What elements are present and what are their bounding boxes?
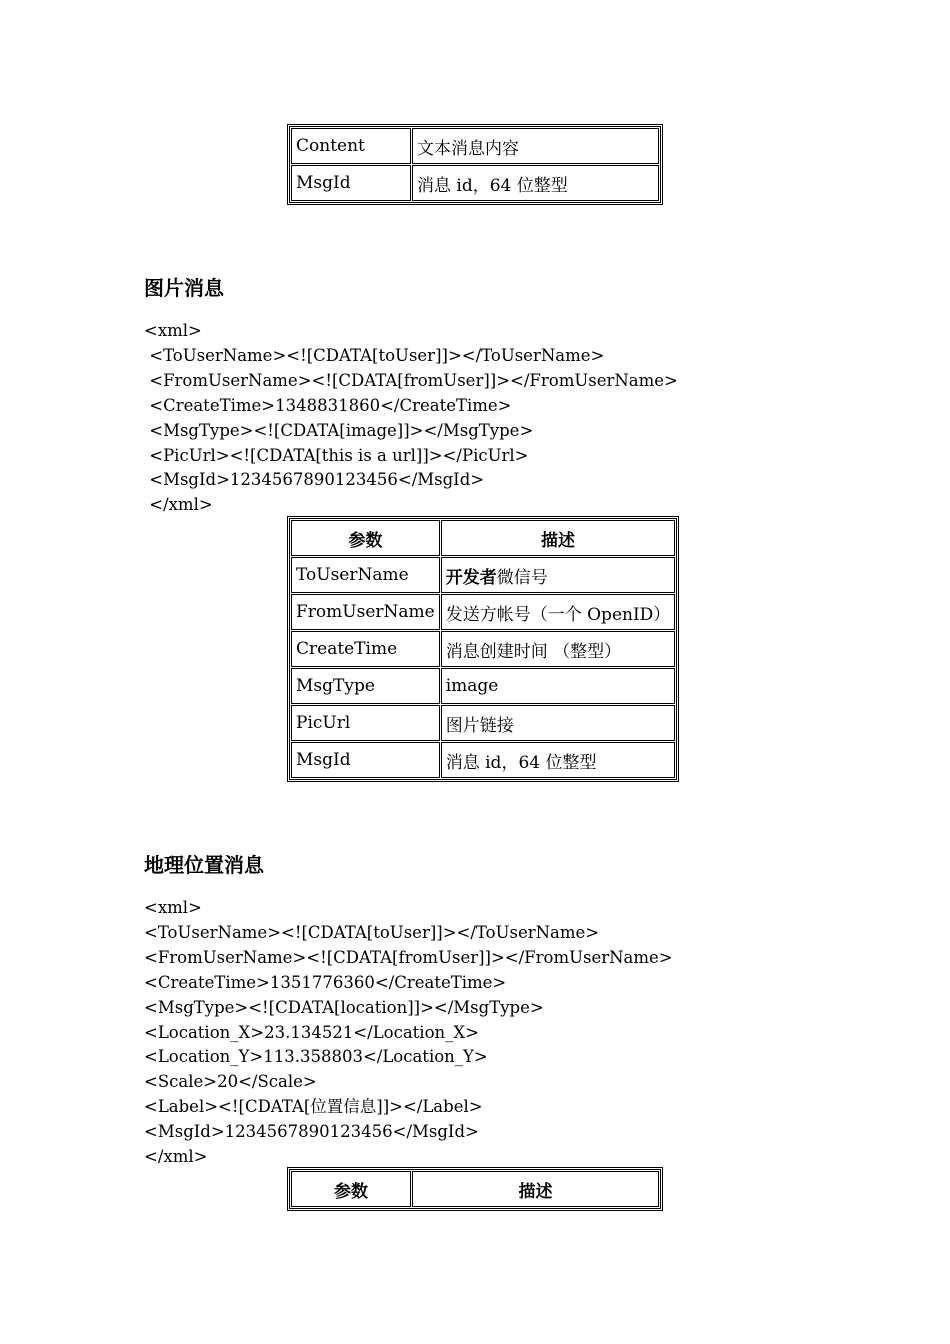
code-line: </xml>: [144, 495, 213, 515]
desc-cell: 发送方帐号（一个 OpenID）: [441, 594, 676, 630]
code-line: <CreateTime>1348831860</CreateTime>: [144, 395, 512, 415]
table-header-row: [291, 520, 675, 556]
param-cell: CreateTime: [291, 631, 440, 667]
param-cell: MsgId: [291, 742, 440, 778]
desc-header: 描述: [441, 520, 676, 556]
desc-cell: 消息创建时间 （整型）: [441, 631, 676, 667]
code-line: <FromUserName><![CDATA[fromUser]]></FromUserName>: [144, 370, 678, 390]
table-header-row: [291, 1171, 659, 1207]
code-line: <MsgType><![CDATA[image]]></MsgType>: [144, 420, 534, 440]
param-cell: MsgType: [291, 668, 440, 704]
param-cell: Content: [291, 128, 411, 164]
location-message-param-table: [287, 1167, 663, 1211]
code-line: <PicUrl><![CDATA[this is a url]]></PicUrl>: [144, 445, 529, 465]
code-line: <ToUserName><![CDATA[toUser]]></ToUserName>: [144, 345, 605, 365]
param-cell: ToUserName: [291, 557, 440, 593]
code-line: <FromUserName><![CDATA[fromUser]]></FromUserName>: [144, 947, 673, 967]
code-line: <Location_Y>113.358803</Location_Y>: [144, 1047, 488, 1067]
code-line: <CreateTime>1351776360</CreateTime>: [144, 972, 507, 992]
code-line: <MsgType><![CDATA[location]]></MsgType>: [144, 997, 544, 1017]
code-line: <xml>: [144, 898, 202, 917]
desc-cell: 文本消息内容: [412, 128, 659, 164]
param-cell: MsgId: [291, 165, 411, 201]
table-row: [291, 557, 675, 593]
code-line: <Location_X>23.134521</Location_X>: [144, 1022, 479, 1042]
desc-cell: 消息 id，64 位整型: [441, 742, 676, 778]
location-message-heading: 地理位置消息: [144, 853, 264, 877]
desc-cell: [441, 557, 676, 593]
image-message-heading: 图片消息: [144, 276, 224, 300]
table-row: [291, 742, 675, 778]
desc-cell: 消息 id，64 位整型: [412, 165, 659, 201]
desc-bold-text: 开发者: [445, 567, 497, 588]
param-header: 参数: [291, 1171, 411, 1207]
param-cell: PicUrl: [291, 705, 440, 741]
table-row: [291, 165, 659, 201]
desc-cell: 图片链接: [441, 705, 676, 741]
image-message-param-table: [287, 516, 679, 782]
code-line: </xml>: [144, 1147, 208, 1167]
desc-header: 描述: [412, 1171, 659, 1207]
table-row: [291, 668, 675, 704]
code-line: <xml>: [144, 321, 202, 340]
param-cell: FromUserName: [291, 594, 440, 630]
code-line: <MsgId>1234567890123456</MsgId>: [144, 470, 485, 490]
code-line: <Scale>20</Scale>: [144, 1072, 317, 1092]
desc-text: 微信号: [496, 567, 548, 588]
table-row: [291, 594, 675, 630]
param-header: 参数: [291, 520, 440, 556]
table-row: [291, 128, 659, 164]
code-line: <Label><![CDATA[位置信息]]></Label>: [144, 1097, 483, 1117]
code-line: <ToUserName><![CDATA[toUser]]></ToUserName>: [144, 922, 600, 942]
table-row: [291, 631, 675, 667]
text-message-param-table: [287, 124, 663, 205]
location-message-xml-sample: [144, 896, 673, 1170]
desc-cell: image: [441, 668, 676, 704]
table-row: [291, 705, 675, 741]
image-message-xml-sample: [144, 319, 678, 518]
code-line: <MsgId>1234567890123456</MsgId>: [144, 1122, 479, 1142]
